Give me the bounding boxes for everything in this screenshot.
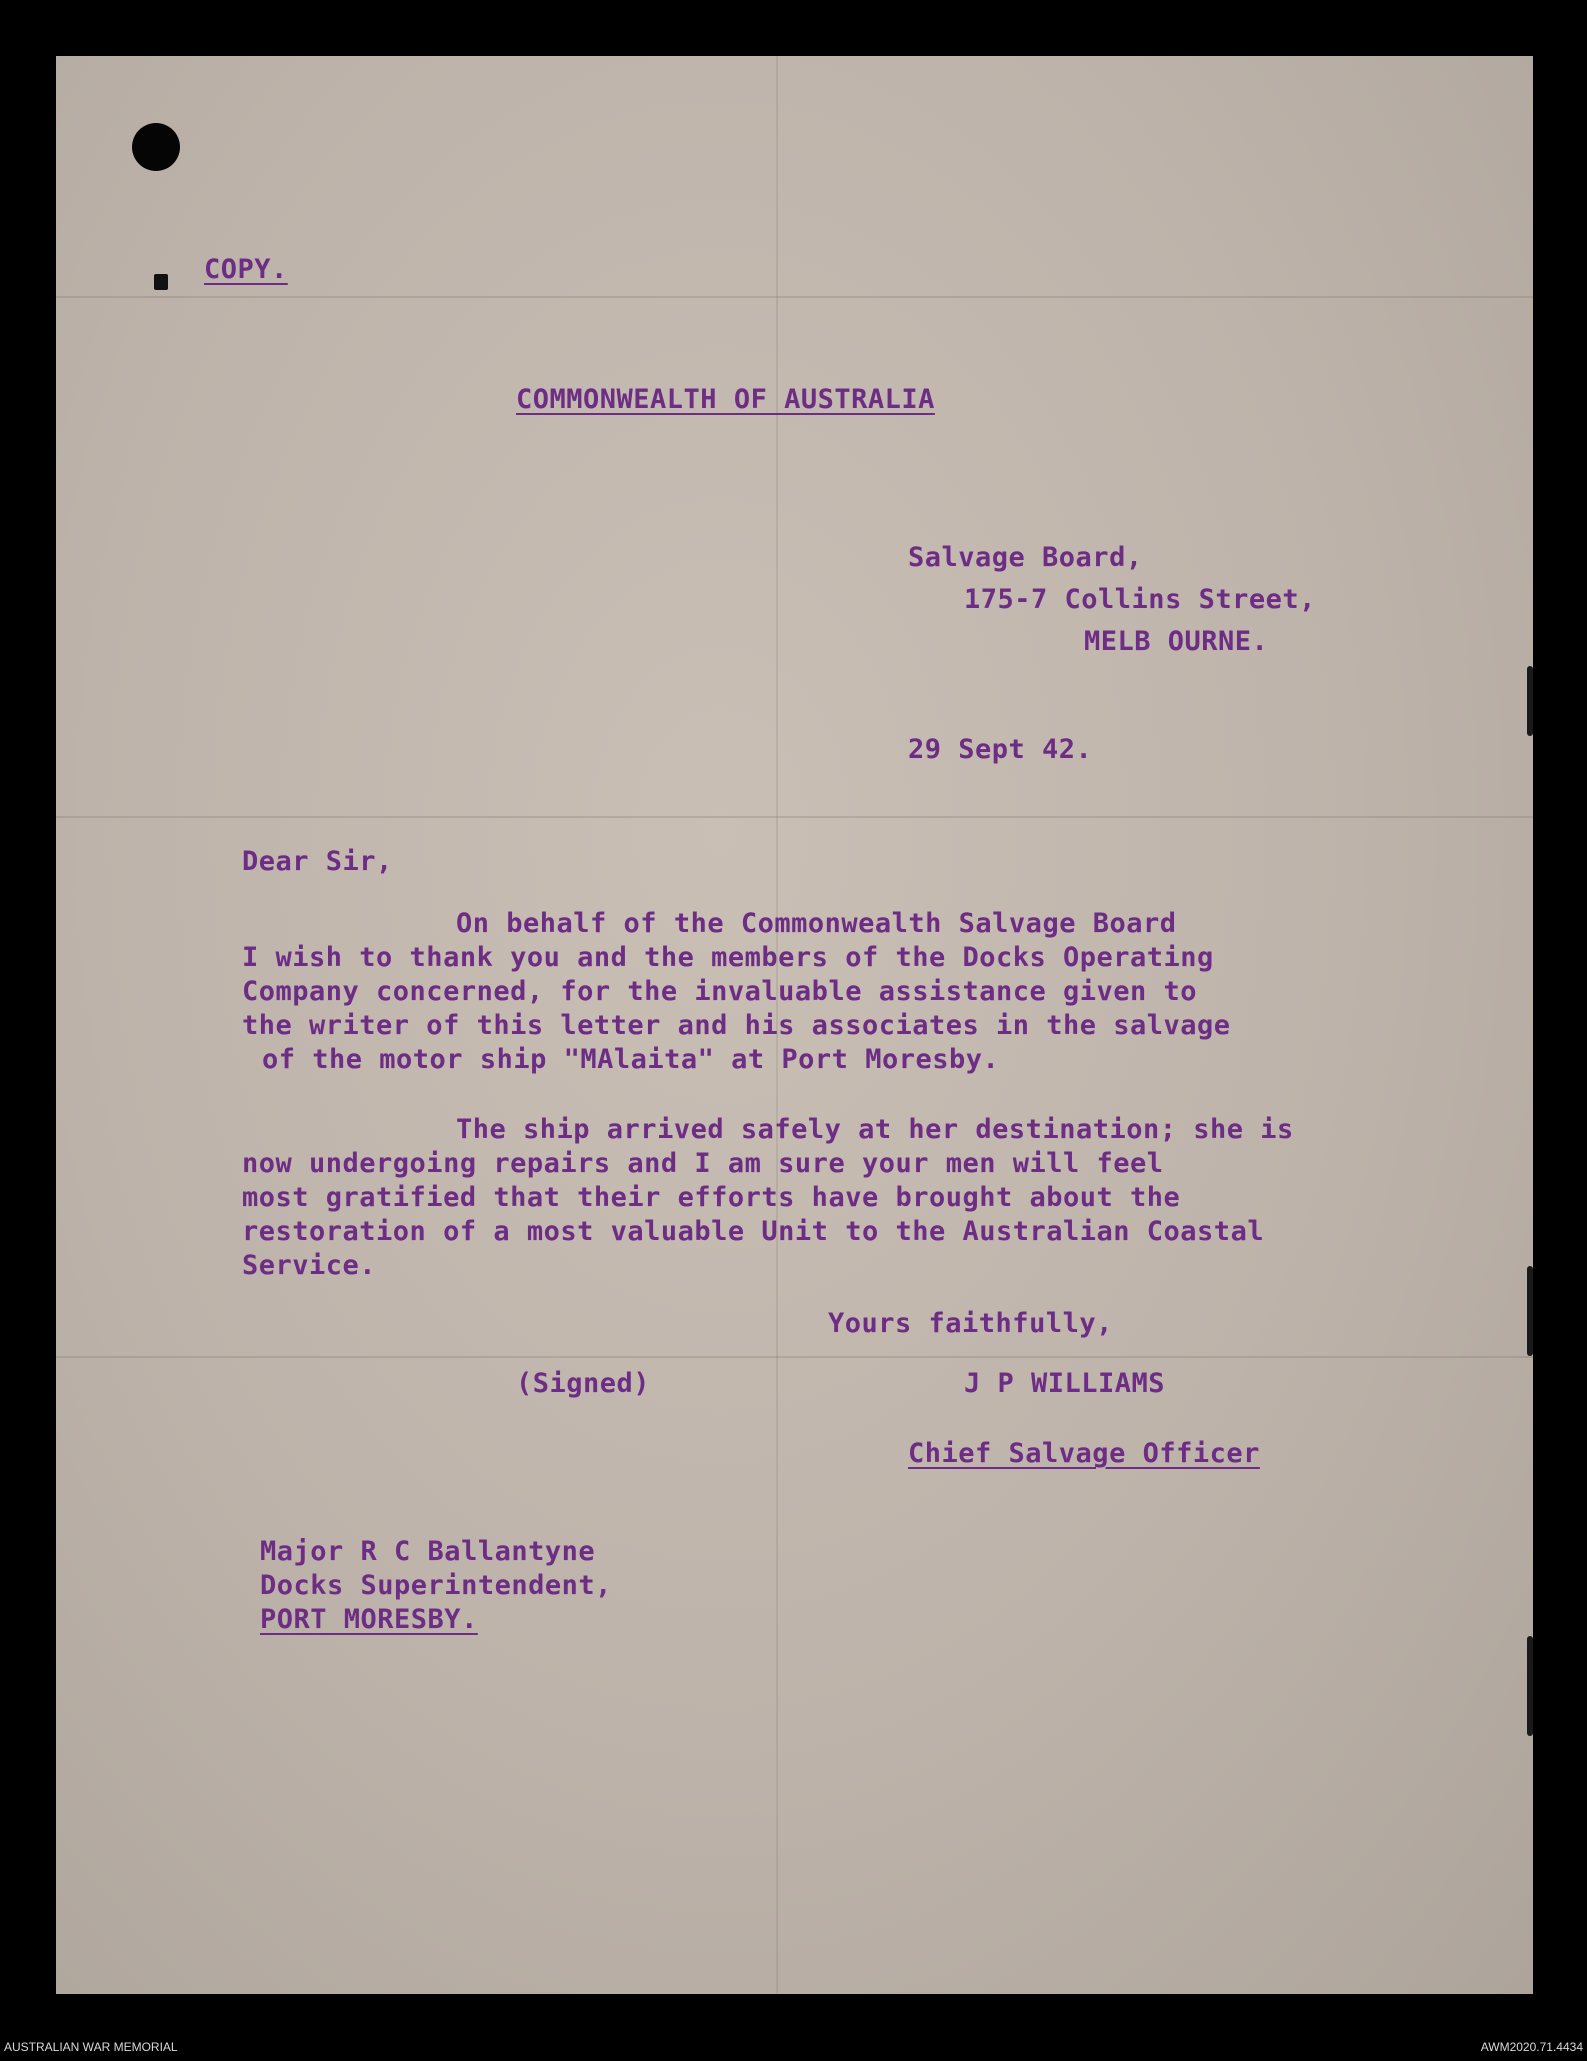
- recipient-position: Docks Superintendent,: [260, 1570, 612, 1601]
- sender-address-line: Salvage Board,: [908, 542, 1143, 573]
- body-line: of the motor ship "MAlaita" at Port Moresby.: [262, 1044, 1000, 1075]
- body-line: restoration of a most valuable Unit to the Australian Coastal: [242, 1216, 1265, 1247]
- closing: Yours faithfully,: [828, 1308, 1113, 1339]
- edge-damage: [1527, 1266, 1533, 1356]
- sender-address-line: MELB OURNE.: [1084, 626, 1269, 657]
- paper-fold-line: [56, 1356, 1533, 1358]
- paper-fold-line: [56, 296, 1533, 298]
- salutation: Dear Sir,: [242, 846, 393, 877]
- copy-label: COPY.: [204, 254, 288, 285]
- body-line: The ship arrived safely at her destination; she is: [456, 1114, 1294, 1145]
- letter-date: 29 Sept 42.: [908, 734, 1093, 765]
- signed-label: (Signed): [516, 1368, 651, 1399]
- paper-tear: [154, 274, 168, 290]
- body-line: I wish to thank you and the members of the Docks Operating: [242, 942, 1214, 973]
- body-line: Service.: [242, 1250, 377, 1281]
- body-line: the writer of this letter and his associates in the salvage: [242, 1010, 1231, 1041]
- edge-damage: [1527, 666, 1533, 736]
- paper-fold-line: [56, 816, 1533, 818]
- sender-address-line: 175-7 Collins Street,: [964, 584, 1316, 615]
- letter-sheet: [56, 56, 1533, 1994]
- recipient-place: PORT MORESBY.: [260, 1604, 478, 1635]
- signatory-name: J P WILLIAMS: [964, 1368, 1166, 1399]
- body-line: Company concerned, for the invaluable assistance given to: [242, 976, 1198, 1007]
- body-line: On behalf of the Commonwealth Salvage Board: [456, 908, 1177, 939]
- footer-accession-number: AWM2020.71.4434: [1480, 2040, 1583, 2054]
- footer-credit: AUSTRALIAN WAR MEMORIAL: [4, 2040, 178, 2054]
- body-line: most gratified that their efforts have brought about the: [242, 1182, 1181, 1213]
- signatory-title: Chief Salvage Officer: [908, 1438, 1260, 1469]
- body-line: now undergoing repairs and I am sure your men will feel: [242, 1148, 1164, 1179]
- punch-hole: [132, 123, 180, 171]
- recipient-name: Major R C Ballantyne: [260, 1536, 596, 1567]
- letter-heading: COMMONWEALTH OF AUSTRALIA: [516, 384, 935, 415]
- edge-damage: [1527, 1636, 1533, 1736]
